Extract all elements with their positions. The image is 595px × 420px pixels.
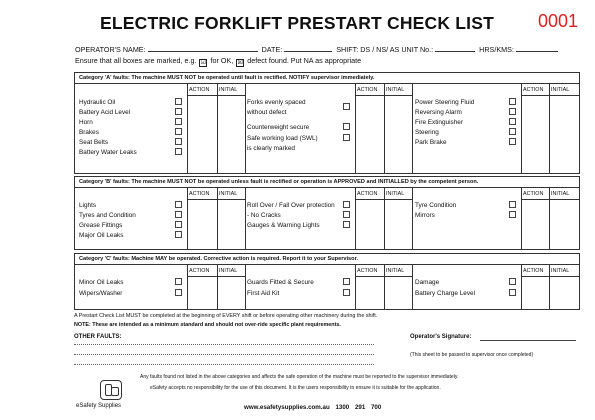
check-item-label: Mirrors xyxy=(415,212,435,219)
column-divider xyxy=(521,84,522,173)
category-header: Category 'C' faults: Machine MAY be operated. Corrective action is required. Report it to your Supervisor. xyxy=(75,254,579,265)
column-header-rule xyxy=(521,199,579,200)
check-box[interactable] xyxy=(509,289,516,296)
action-column-header: ACTION xyxy=(189,87,210,93)
check-item-label: Fire Extinguisher xyxy=(415,119,463,126)
check-box[interactable] xyxy=(175,221,182,228)
check-box[interactable] xyxy=(509,211,516,218)
notes-line-2: NOTE: These are intended as a minimum standard and should not over-ride specific plant requirements. xyxy=(74,322,341,328)
column-divider xyxy=(187,188,188,249)
check-box[interactable] xyxy=(343,289,350,296)
column-header-rule xyxy=(187,276,245,277)
check-box[interactable] xyxy=(175,118,182,125)
initial-column-header: INITIAL xyxy=(551,87,570,93)
check-box[interactable] xyxy=(343,134,350,141)
check-box[interactable] xyxy=(175,98,182,105)
column-divider xyxy=(549,188,550,249)
action-column-header: ACTION xyxy=(523,268,544,274)
column-divider xyxy=(412,265,413,309)
check-item-label: Steering xyxy=(415,129,439,136)
check-item-label: Grease Fittings xyxy=(79,222,123,229)
brand-name: eSafety Supplies xyxy=(76,403,122,409)
check-item-label: Guards Fitted & Secure xyxy=(247,279,314,286)
check-item-label: Wipers/Washer xyxy=(79,289,123,297)
column-divider xyxy=(521,265,522,309)
check-item-label: Reversing Alarm xyxy=(415,109,462,116)
disclaimer-2: eSafety accepts no responsibility for the use of this document. It is the users responsibility to ensure it is suitable for the application. xyxy=(150,385,441,391)
category-header: Category 'A' faults: The machine MUST NOT be operated until fault is rectified. NOTIFY supervisor immediately. xyxy=(75,73,579,84)
column-divider xyxy=(549,265,550,309)
column-header-rule xyxy=(355,199,412,200)
operator-label: OPERATOR'S NAME: xyxy=(75,45,146,54)
check-box[interactable] xyxy=(509,201,516,208)
column-divider xyxy=(355,188,356,249)
check-box[interactable] xyxy=(509,278,516,285)
column-divider xyxy=(384,84,385,173)
check-box[interactable] xyxy=(175,138,182,145)
column-divider xyxy=(245,84,246,173)
operator-info-row xyxy=(75,44,560,54)
check-item-label: Major Oil Leaks xyxy=(79,232,124,239)
column-header-rule xyxy=(355,95,412,96)
footer-contact: www.esafetysupplies.com.au 1300 291 700 xyxy=(244,404,382,411)
check-box[interactable] xyxy=(343,103,350,110)
column-divider xyxy=(217,84,218,173)
initial-column-header: INITIAL xyxy=(551,268,570,274)
check-box[interactable] xyxy=(343,201,350,208)
column-divider xyxy=(412,84,413,173)
column-header-rule xyxy=(187,199,245,200)
check-item-label: Counterweight secure xyxy=(247,124,310,131)
check-item-label: - No Cracks xyxy=(247,212,281,219)
check-box[interactable] xyxy=(509,98,516,105)
initial-column-header: INITIAL xyxy=(551,191,570,197)
check-item-label: Battery Charge Level xyxy=(415,289,476,297)
check-item-label: Seat Belts xyxy=(79,139,109,146)
check-box[interactable] xyxy=(343,278,350,285)
check-box[interactable] xyxy=(509,118,516,125)
check-item-label: without defect xyxy=(247,109,287,116)
initial-column-header: INITIAL xyxy=(219,191,238,197)
check-item-label: Gauges & Warning Lights xyxy=(247,222,320,229)
instructions-row xyxy=(75,56,361,67)
column-divider xyxy=(187,84,188,173)
column-divider xyxy=(217,188,218,249)
column-divider xyxy=(187,265,188,309)
check-box[interactable] xyxy=(175,211,182,218)
column-divider xyxy=(521,188,522,249)
date-field[interactable] xyxy=(284,44,332,52)
operator-signature-label: Operator's Signature: xyxy=(410,334,472,340)
column-header-rule xyxy=(521,95,579,96)
action-column-header: ACTION xyxy=(523,191,544,197)
notes-line-1: A Prestart Check List MUST be completed at the beginning of EVERY shift or before operating other machinery during the shift. xyxy=(74,313,378,319)
category-section-2 xyxy=(74,176,580,250)
sheet-note: (This sheet to be passed to supervisor once completed) xyxy=(410,352,534,358)
check-item-label: Roll Over / Fall Over protection xyxy=(247,202,335,209)
ensure-text: Ensure that all boxes are marked, e.g. xyxy=(75,56,197,65)
column-divider xyxy=(245,188,246,249)
page-title: ELECTRIC FORKLIFT PRESTART CHECK LIST xyxy=(100,13,495,33)
action-column-header: ACTION xyxy=(189,191,210,197)
hrs-label: HRS/KMS: xyxy=(479,45,514,54)
check-item-label: First Aid Kit xyxy=(247,289,280,297)
check-box[interactable] xyxy=(175,108,182,115)
check-box[interactable] xyxy=(175,128,182,135)
check-box[interactable] xyxy=(175,289,182,296)
initial-column-header: INITIAL xyxy=(219,268,238,274)
ok-text: for OK, xyxy=(210,56,234,65)
ok-example-icon: ☑ xyxy=(200,60,207,66)
column-divider xyxy=(245,265,246,309)
check-box[interactable] xyxy=(509,128,516,135)
category-section-3 xyxy=(74,253,580,310)
other-faults-line-2[interactable] xyxy=(74,354,374,355)
column-divider xyxy=(217,265,218,309)
check-item-label: Power Steering Fluid xyxy=(415,99,475,106)
check-item-label: Safe working load (SWL) xyxy=(247,135,318,142)
check-box[interactable] xyxy=(343,123,350,130)
check-item-label: Horn xyxy=(79,119,93,126)
column-header-rule xyxy=(355,276,412,277)
category-section-1 xyxy=(74,72,580,174)
shift-label: SHIFT: DS / NS/ AS UNIT No.: xyxy=(336,45,434,54)
other-faults-line-3[interactable] xyxy=(74,364,374,365)
check-box[interactable] xyxy=(509,138,516,145)
column-divider xyxy=(355,84,356,173)
action-column-header: ACTION xyxy=(357,268,378,274)
serial-number: 0001 xyxy=(538,11,579,31)
action-column-header: ACTION xyxy=(357,191,378,197)
check-item-label: Damage xyxy=(415,279,440,286)
other-faults-label: OTHER FAULTS: xyxy=(74,334,122,340)
check-item-label: Park Brake xyxy=(415,139,447,146)
check-item-label: Minor Oil Leaks xyxy=(79,279,124,286)
other-faults-line-1[interactable] xyxy=(74,344,374,345)
check-item-label: Brakes xyxy=(79,129,99,136)
initial-column-header: INITIAL xyxy=(386,191,405,197)
check-item-label: Battery Water Leaks xyxy=(79,149,137,156)
action-column-header: ACTION xyxy=(357,87,378,93)
check-box[interactable] xyxy=(175,231,182,238)
column-divider xyxy=(384,265,385,309)
check-item-label: Battery Acid Level xyxy=(79,109,131,116)
check-box[interactable] xyxy=(343,221,350,228)
operator-name-field[interactable] xyxy=(148,44,258,52)
signature-field[interactable] xyxy=(480,340,576,341)
disclaimer-1: Any faults found not listed in the above categories and affects the safe operation of the machine must be reported to the supervisor immediately. xyxy=(140,374,459,380)
check-item-label: Hydraulic Oil xyxy=(79,99,116,106)
date-label: DATE: xyxy=(261,45,283,54)
hrs-field[interactable] xyxy=(516,44,558,52)
esafety-logo-icon xyxy=(100,380,122,400)
check-box[interactable] xyxy=(175,201,182,208)
column-divider xyxy=(384,188,385,249)
initial-column-header: INITIAL xyxy=(386,268,405,274)
defect-text: defect found. Put NA as appropriate xyxy=(247,56,362,65)
action-column-header: ACTION xyxy=(189,268,210,274)
check-box[interactable] xyxy=(175,148,182,155)
column-header-rule xyxy=(521,276,579,277)
column-divider xyxy=(549,84,550,173)
check-item-label: Tyre Condition xyxy=(415,202,457,209)
check-box[interactable] xyxy=(175,278,182,285)
unit-field[interactable] xyxy=(435,44,475,52)
check-item-label: is clearly marked xyxy=(247,145,295,152)
column-divider xyxy=(412,188,413,249)
check-box[interactable] xyxy=(343,211,350,218)
check-box[interactable] xyxy=(509,108,516,115)
initial-column-header: INITIAL xyxy=(219,87,238,93)
column-header-rule xyxy=(187,95,245,96)
check-item-label: Tyres and Condition xyxy=(79,212,136,219)
column-divider xyxy=(355,265,356,309)
initial-column-header: INITIAL xyxy=(386,87,405,93)
category-header: Category 'B' faults: The machine MUST NOT be operated unless fault is rectified or operation is APPROVED and INITIALLED by the competent person. xyxy=(75,177,579,188)
check-item-label: Forks evenly spaced xyxy=(247,99,306,106)
defect-example-icon: ☒ xyxy=(237,60,243,66)
check-item-label: Lights xyxy=(79,202,97,209)
action-column-header: ACTION xyxy=(523,87,544,93)
